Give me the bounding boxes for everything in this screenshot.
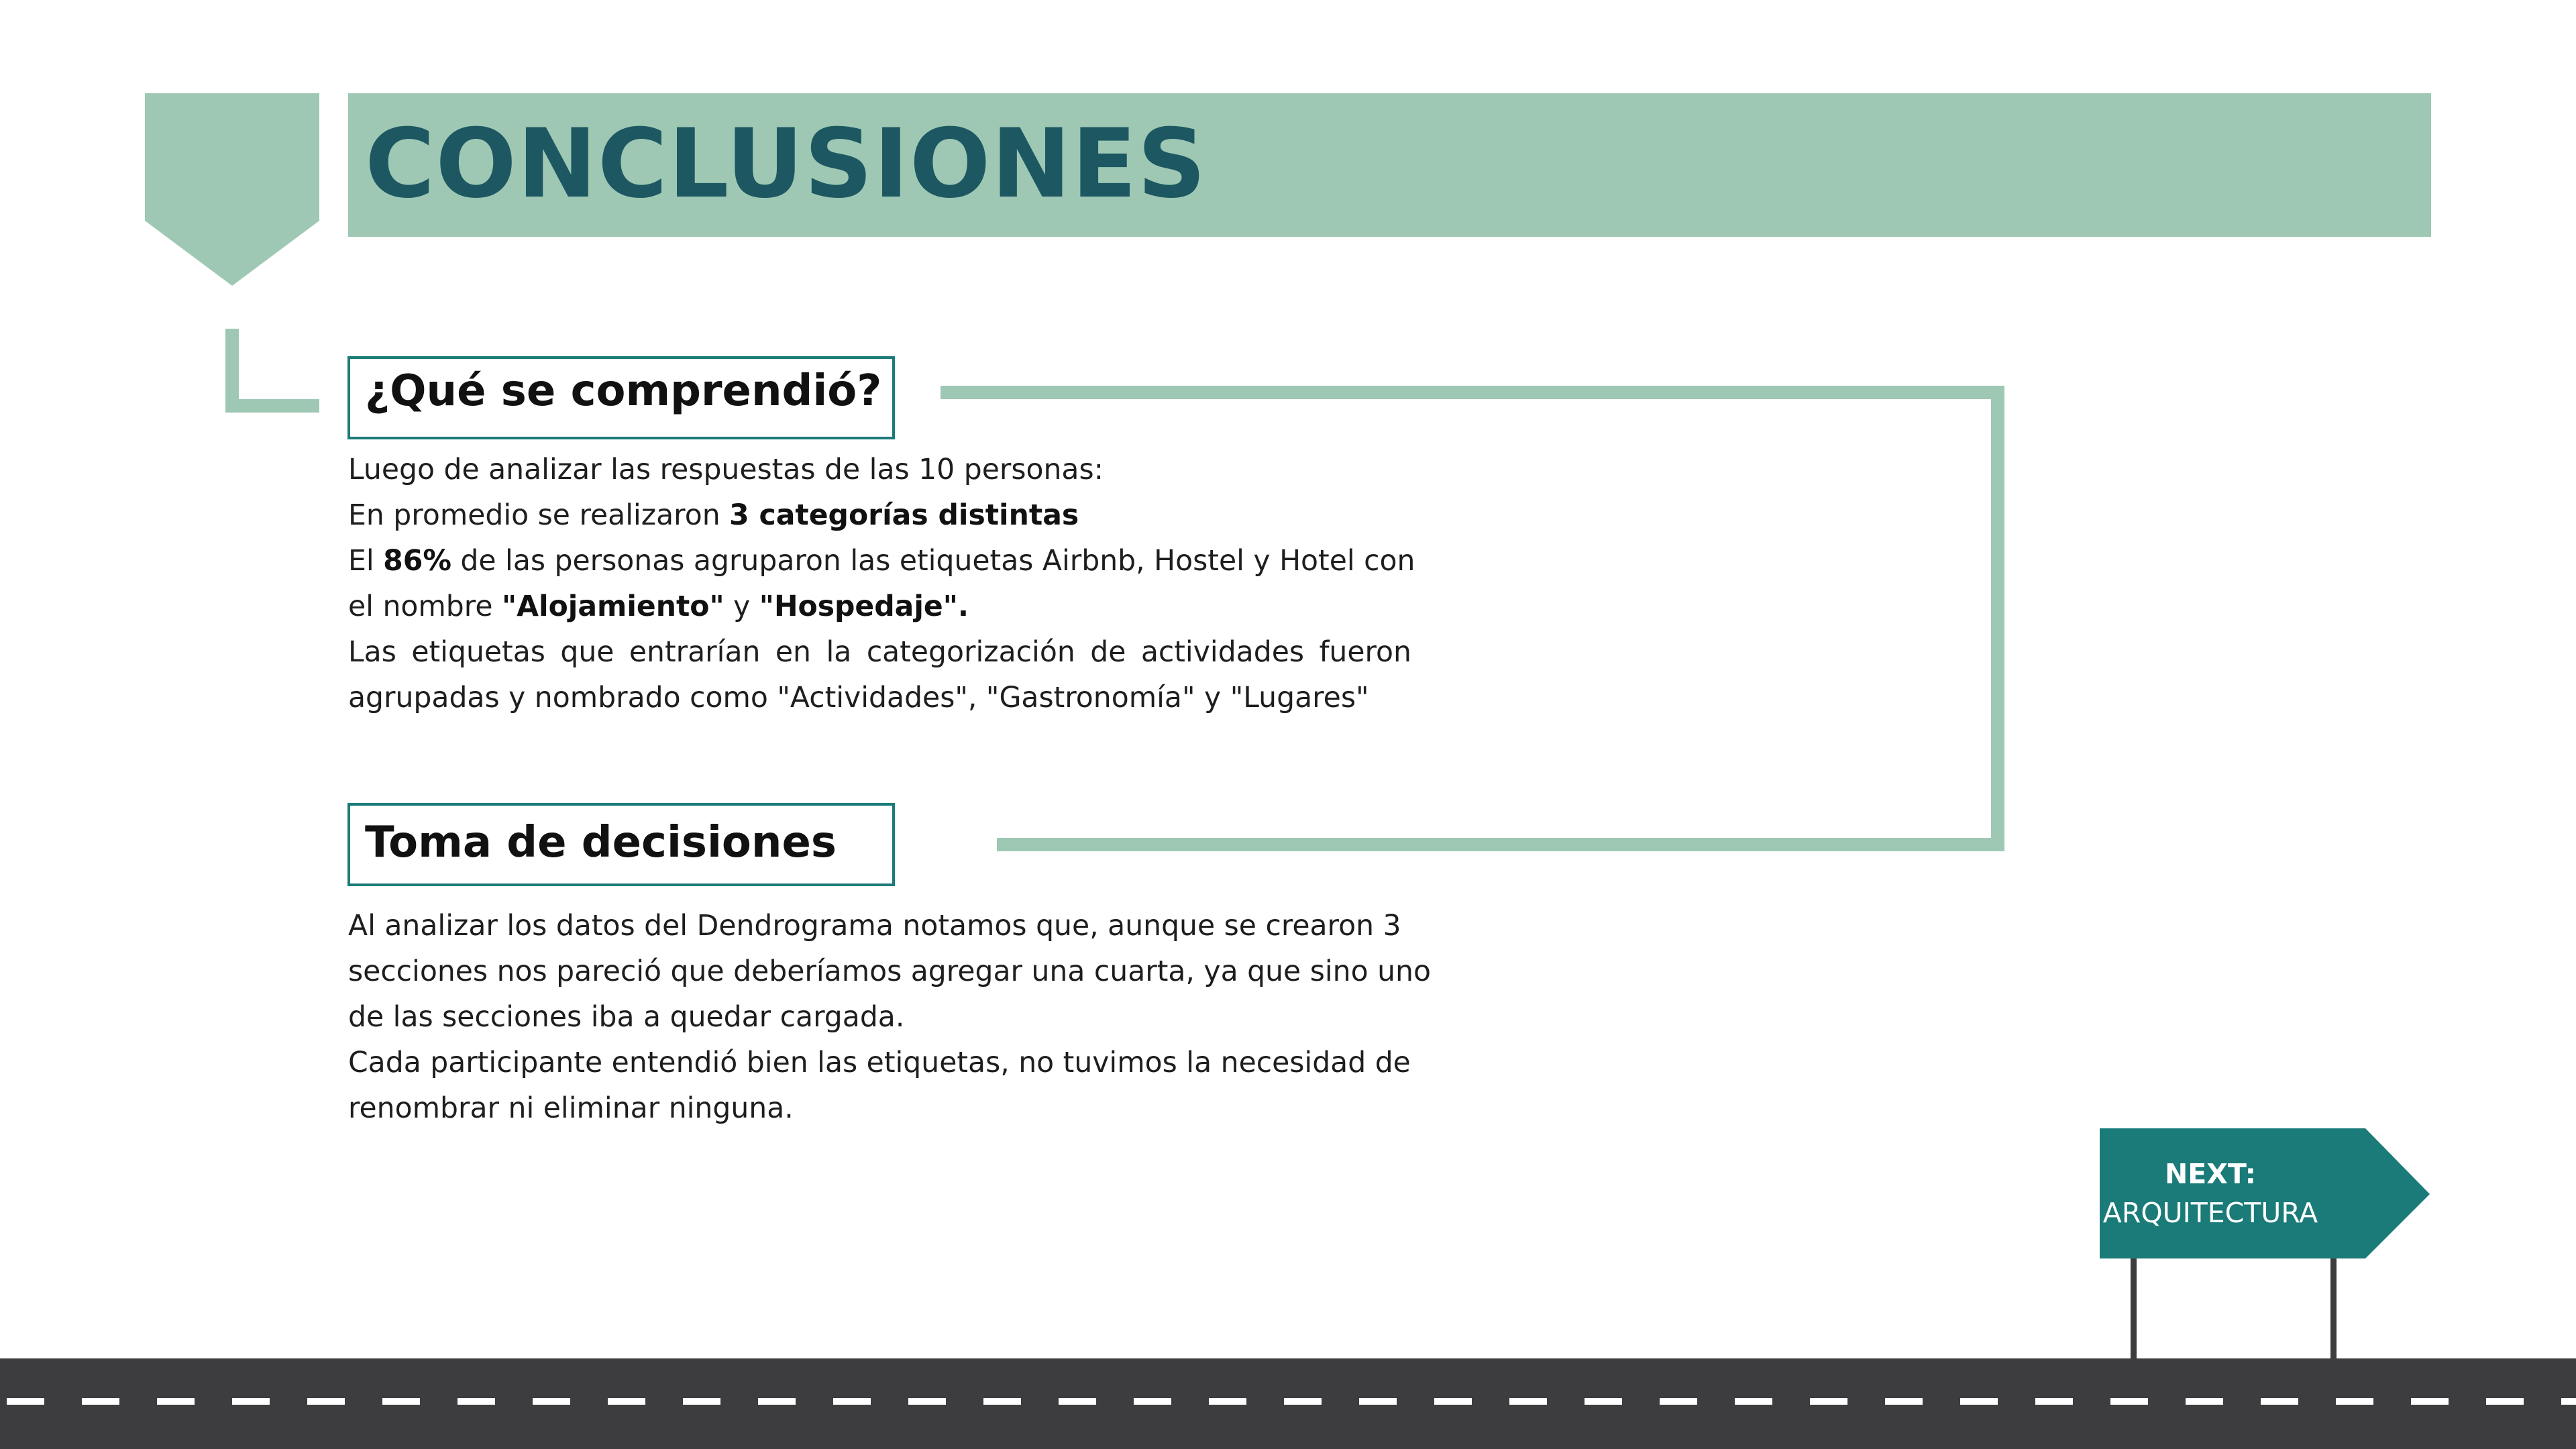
paragraph-line: de las secciones iba a quedar cargada.: [348, 1001, 905, 1034]
paragraph-line: [348, 447, 1411, 493]
road-dash: [683, 1398, 720, 1405]
sign-post-left: [2131, 1254, 2137, 1362]
road-dash: [2186, 1398, 2223, 1405]
text-span-bold: 86%: [383, 545, 451, 578]
section-heading-decisions: Toma de decisiones: [365, 818, 837, 867]
road-dash: [1134, 1398, 1171, 1405]
section-heading-understood: ¿Qué se comprendió?: [365, 366, 882, 416]
paragraph-line: agrupadas y nombrado como "Actividades", "Gastronomía" y "Lugares": [348, 682, 1369, 714]
text-span: y: [724, 590, 759, 623]
text-span-quoted: "Alojamiento": [501, 590, 724, 623]
road-dash: [458, 1398, 495, 1405]
text-span-bold: 3 categorías distintas: [729, 499, 1079, 532]
text-span: el nombre: [348, 590, 502, 623]
paragraph-line: [348, 539, 1415, 584]
chevron-banner-icon: [145, 93, 319, 286]
road-dash: [382, 1398, 420, 1405]
road-dash: [1509, 1398, 1547, 1405]
road-dash: [1059, 1398, 1096, 1405]
sign-post-right: [2330, 1254, 2337, 1362]
paragraph-line: [348, 493, 1411, 539]
paragraph-line: renombrar ni eliminar ninguna.: [348, 1092, 794, 1125]
section-body-understood: [348, 447, 1415, 721]
road-dash: [7, 1398, 44, 1405]
road-dash: [82, 1398, 119, 1405]
text-span: de las personas agruparon las etiquetas Airbnb, Hostel y Hotel con: [451, 545, 1415, 578]
page-title: CONCLUSIONES: [365, 109, 1207, 219]
road-dash: [1434, 1398, 1472, 1405]
road-dash: [1209, 1398, 1246, 1405]
road-dash: [1585, 1398, 1622, 1405]
road-markings: [7, 1398, 2576, 1405]
road-dash: [833, 1398, 871, 1405]
road-dash: [232, 1398, 270, 1405]
road-dash: [2261, 1398, 2298, 1405]
road-dash: [2110, 1398, 2148, 1405]
road-dash: [1810, 1398, 1847, 1405]
paragraph-line: Cada participante entendió bien las etiquetas, no tuvimos la necesidad de: [348, 1046, 1411, 1079]
road-dash: [983, 1398, 1021, 1405]
road-dash: [1885, 1398, 1923, 1405]
road-dash: [2411, 1398, 2449, 1405]
road-dash: [1284, 1398, 1322, 1405]
paragraph-line: Las etiquetas que entrarían en la categorización de actividades fueron: [348, 636, 1411, 669]
road-dash: [157, 1398, 195, 1405]
next-button[interactable]: [2100, 1128, 2321, 1258]
corner-bracket-icon: [232, 329, 319, 406]
paragraph-line: secciones nos pareció que deberíamos agregar una cuarta, ya que sino uno: [348, 955, 1431, 988]
text-span-quoted: "Hospedaje".: [759, 590, 969, 623]
road-dash: [1735, 1398, 1772, 1405]
section-body-decisions: [348, 904, 1431, 1132]
road-dash: [608, 1398, 645, 1405]
text-span: Luego de analizar las respuestas de las 10 personas:: [348, 453, 1104, 486]
road-dash: [2336, 1398, 2373, 1405]
paragraph-line: [348, 584, 1411, 630]
road-dash: [2035, 1398, 2073, 1405]
text-span: El: [348, 545, 384, 578]
road-dash: [1359, 1398, 1397, 1405]
next-target: ARQUITECTURA: [2102, 1197, 2318, 1229]
road-dash: [533, 1398, 570, 1405]
road-dash: [1960, 1398, 1998, 1405]
next-label: NEXT:: [2164, 1158, 2257, 1190]
road-dash: [908, 1398, 946, 1405]
road-dash: [307, 1398, 345, 1405]
paragraph-line: Al analizar los datos del Dendrograma notamos que, aunque se crearon 3: [348, 910, 1401, 943]
road-dash: [2561, 1398, 2576, 1405]
road-dash: [1660, 1398, 1697, 1405]
road-dash: [2486, 1398, 2524, 1405]
road-dash: [758, 1398, 796, 1405]
text-span: En promedio se realizaron: [348, 499, 730, 532]
